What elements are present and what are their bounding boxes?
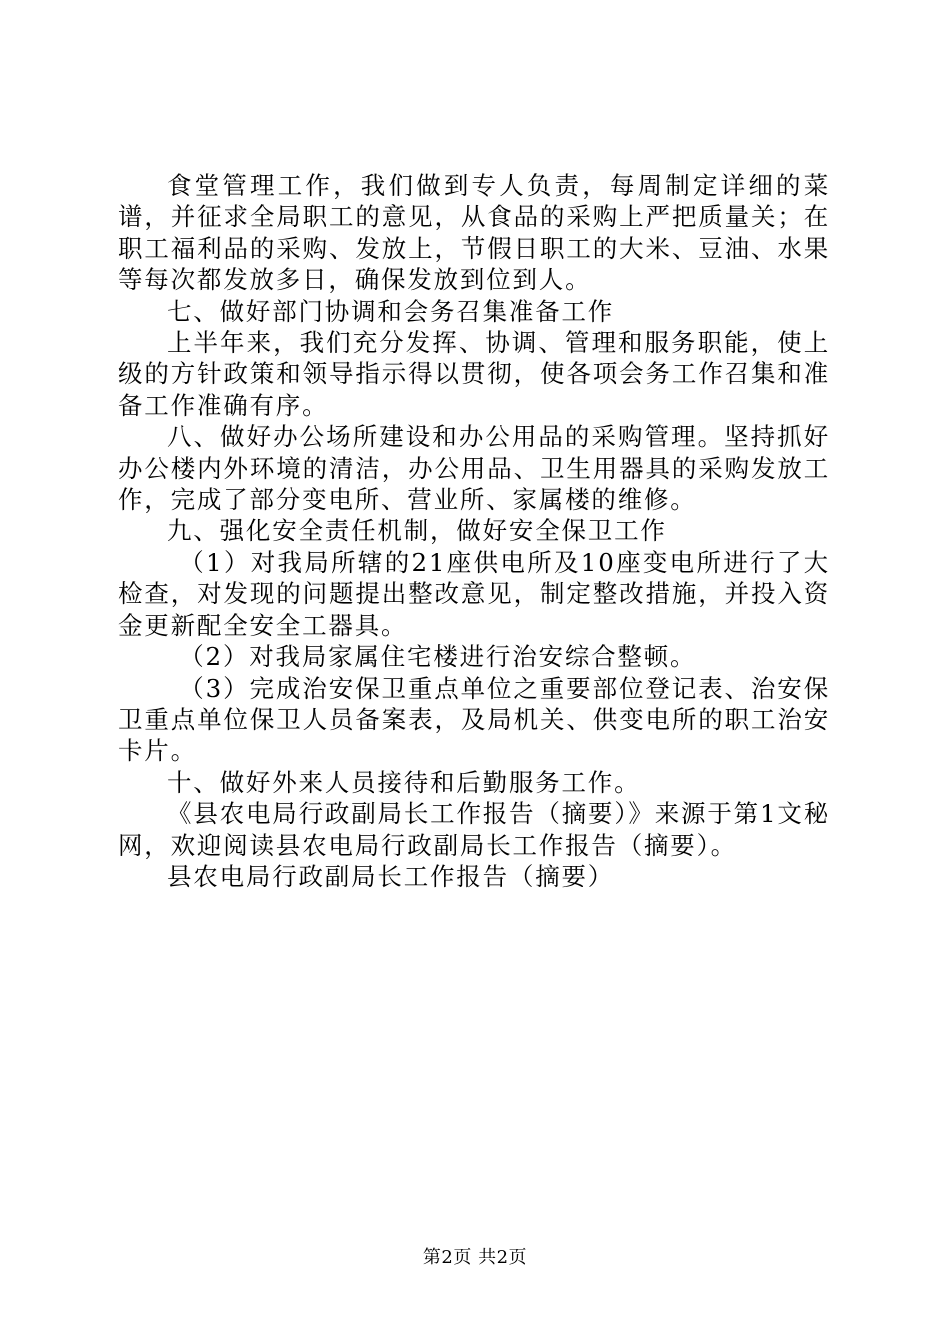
section-heading-7: 七、做好部门协调和会务召集准备工作 — [167, 296, 615, 326]
list-item-2: （2）对我局家属住宅楼进行治安综合整顿。 — [179, 642, 697, 672]
paragraph-canteen: 食堂管理工作，我们做到专人负责，每周制定详细的菜谱，并征求全局职工的意见，从食品的采购上严把质量关；在职工福利品的采购、发放上，节假日职工的大米、豆油、水果等每次都发放多日，确保发放到位到人。 — [118, 171, 830, 295]
document-body — [118, 170, 830, 892]
section-heading-10: 十、做好外来人员接待和后勤服务工作。 — [167, 767, 641, 797]
source-note: 《县农电局行政副局长工作报告（摘要）》来源于第1文秘网，欢迎阅读县农电局行政副局长工作报告（摘要）。 — [118, 799, 830, 860]
section-heading-8: 八、做好办公场所建设和办公用品的采购管理。坚持抓好办公楼内外环境的清洁，办公用品、卫生用器具的采购发放工作，完成了部分变电所、营业所、家属楼的维修。 — [118, 422, 830, 515]
page-number-footer: 第2页 共2页 — [422, 1247, 528, 1268]
section-heading-9: 九、强化安全责任机制，做好安全保卫工作 — [167, 516, 667, 546]
list-item-3: （3）完成治安保卫重点单位之重要部位登记表、治安保卫重点单位保卫人员备案表，及局机关、供变电所的职工治安卡片。 — [118, 673, 830, 766]
document-title-repeat: 县农电局行政副局长工作报告（摘要） — [167, 861, 615, 891]
paragraph-coordination: 上半年来，我们充分发挥、协调、管理和服务职能，使上级的方针政策和领导指示得以贯彻，使各项会务工作召集和准备工作准确有序。 — [118, 328, 830, 420]
list-item-1: （1）对我局所辖的21座供电所及10座变电所进行了大检查，对发现的问题提出整改意见，制定整改措施，并投入资金更新配全安全工器具。 — [118, 547, 830, 640]
